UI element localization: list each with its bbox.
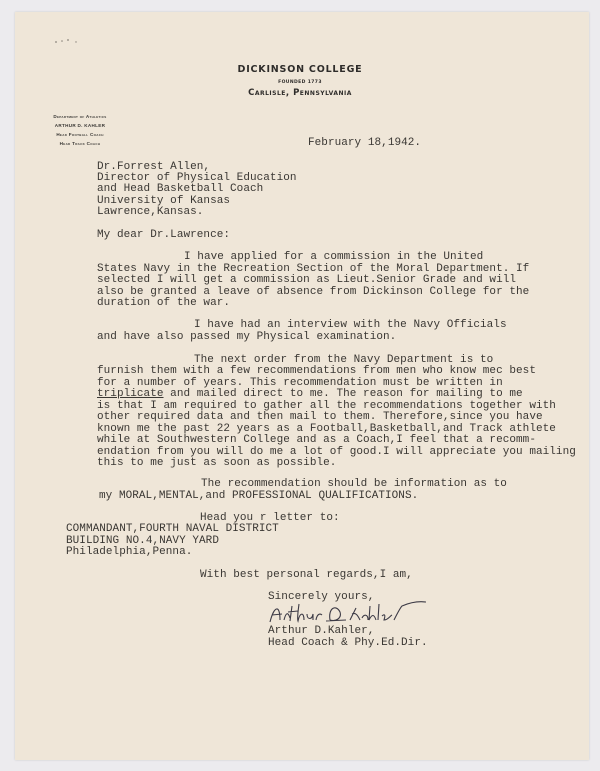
body-line: I have applied for a commission in the United xyxy=(184,251,484,263)
college-name: DICKINSON COLLEGE xyxy=(237,64,363,75)
body-line: endation from you will do me a lot of good.I will appreciate you mailing xyxy=(97,446,576,458)
body-line: my MORAL,MENTAL,and PROFESSIONAL QUALIFICATIONS. xyxy=(99,490,419,502)
body-line: for a number of years. This recommendation must be written in xyxy=(97,377,503,389)
body-line: The recommendation should be information as to xyxy=(201,478,507,490)
body-line-rest: and mailed direct to me. The reason for mailing to me xyxy=(163,388,523,400)
body-line: and have also passed my Physical examination. xyxy=(97,331,397,343)
recipient-line: Dr.Forrest Allen, xyxy=(97,161,211,173)
body-line: selected I will get a commission as Lieut.Senior Grade and will xyxy=(97,274,517,286)
letter-date: February 18,1942. xyxy=(308,137,422,149)
department-line: ARTHUR D. KAHLER xyxy=(54,123,106,128)
department-line: Head Track Coach xyxy=(59,141,101,146)
recipient-line: and Head Basketball Coach xyxy=(97,183,264,195)
body-line: known me the past 22 years as a Football,Basketball,and Track athlete xyxy=(97,423,556,435)
body-line: Head you r letter to: xyxy=(200,512,340,524)
college-location: Carlisle, Pennsylvania xyxy=(248,88,352,98)
salutation: My dear Dr.Lawrence: xyxy=(97,229,231,241)
body-line: while at Southwestern College and as a Coach,I feel that a recomm- xyxy=(97,434,536,446)
pencil-marks xyxy=(53,38,83,48)
body-line: is that I am required to gather all the recommendations together with xyxy=(97,400,556,412)
signer-title: Head Coach & Phy.Ed.Dir. xyxy=(268,637,428,649)
body-line: other required data and then mail to them. Therefore,since you have xyxy=(97,411,543,423)
recipient-line: Lawrence,Kansas. xyxy=(97,206,204,218)
body-line: furnish them with a few recommendations from men who know mec best xyxy=(97,365,536,377)
founded-line: FOUNDED 1773 xyxy=(278,80,322,85)
closing-sincerely: Sincerely yours, xyxy=(268,591,375,603)
signer-name: Arthur D.Kahler, xyxy=(268,625,375,637)
address-line: BUILDING NO.4,NAVY YARD xyxy=(66,535,219,547)
underlined-word: triplicate xyxy=(97,388,164,400)
department-line: Department of Athletics xyxy=(53,114,107,119)
body-line: duration of the war. xyxy=(97,297,231,309)
closing-regards: With best personal regards,I am, xyxy=(200,569,413,581)
recipient-line: Director of Physical Education xyxy=(97,172,297,184)
address-line: Philadelphia,Penna. xyxy=(66,546,193,558)
body-line: this to me just as soon as possible. xyxy=(97,457,337,469)
address-line: COMMANDANT,FOURTH NAVAL DISTRICT xyxy=(66,523,279,535)
department-line: Head Football Coach xyxy=(56,132,104,137)
body-line: The next order from the Navy Department is to xyxy=(194,354,494,366)
body-line: I have had an interview with the Navy Officials xyxy=(194,319,507,331)
body-line: also be granted a leave of absence from Dickinson College for the xyxy=(97,286,530,298)
recipient-line: University of Kansas xyxy=(97,195,231,207)
body-line xyxy=(97,388,523,400)
body-line: States Navy in the Recreation Section of the Moral Department. If xyxy=(97,263,530,275)
